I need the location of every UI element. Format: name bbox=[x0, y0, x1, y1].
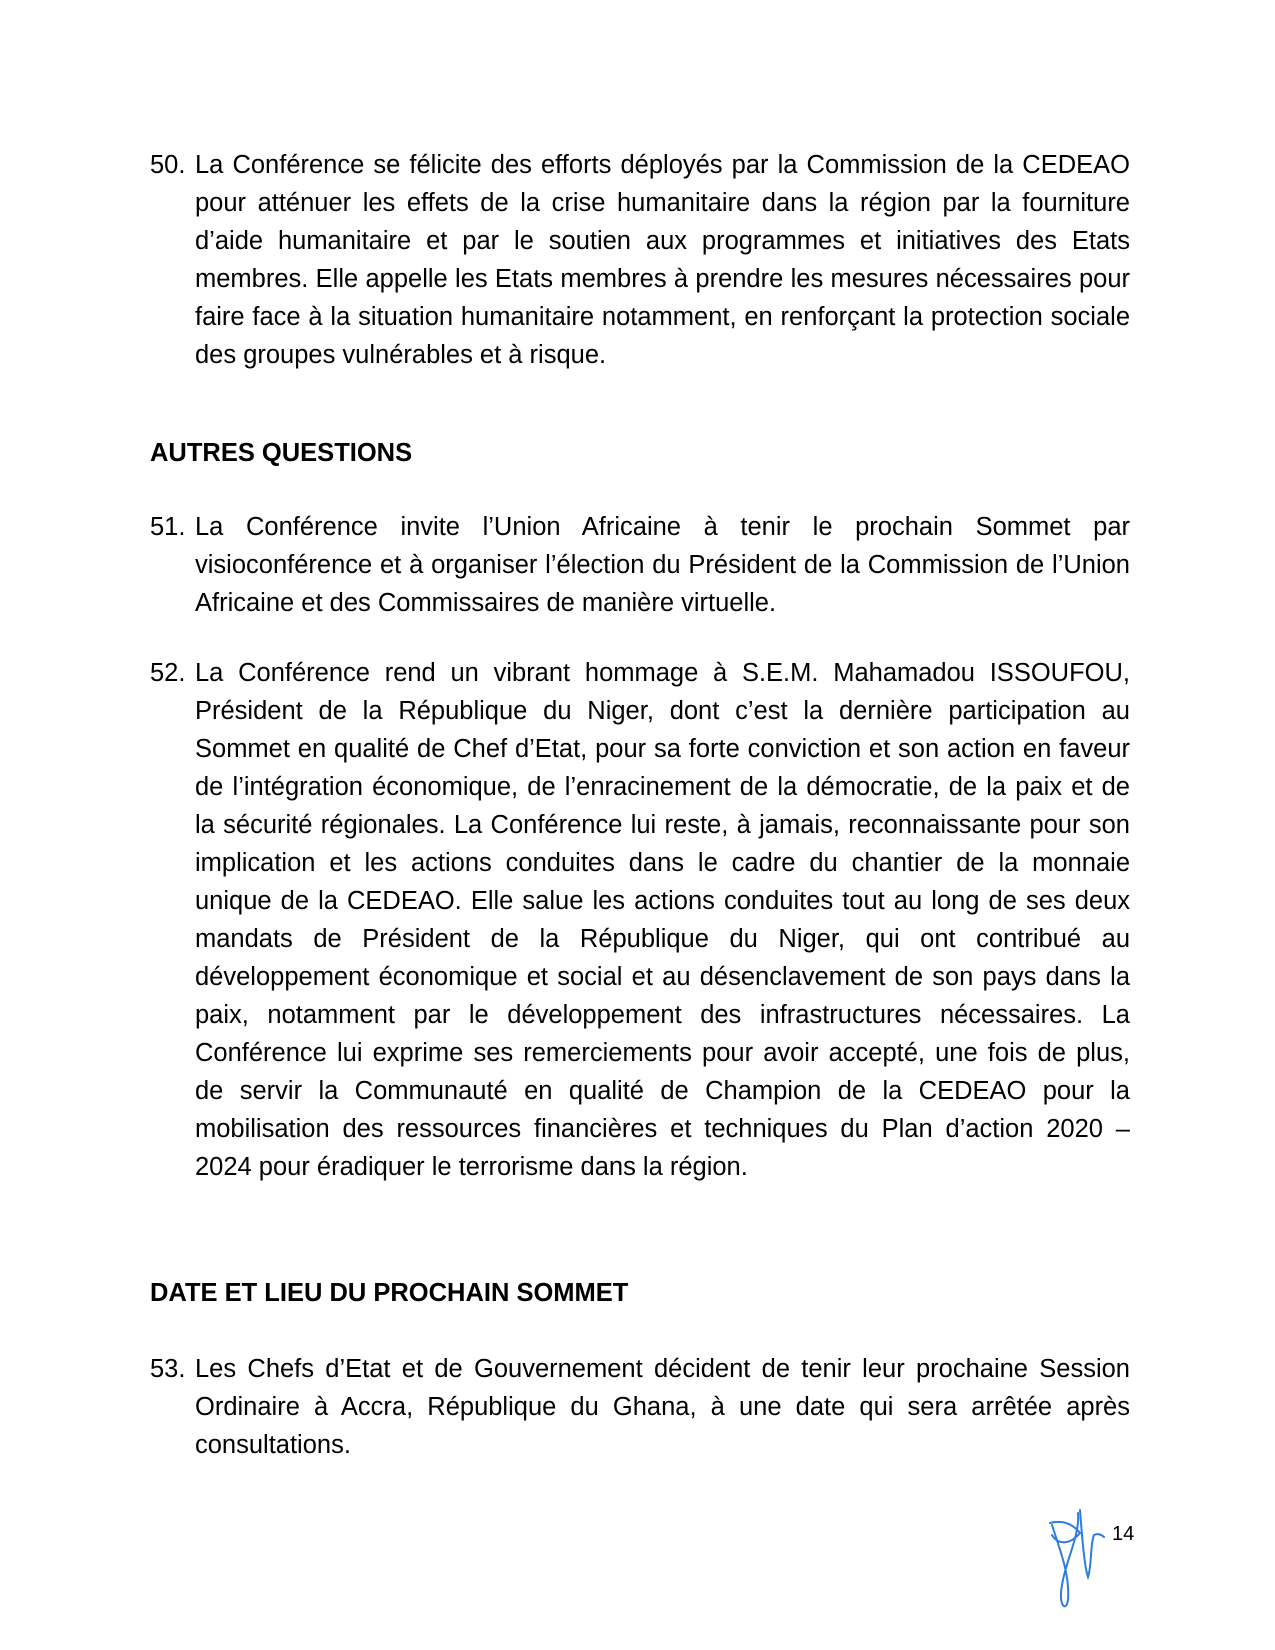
paragraph-52 bbox=[150, 654, 1130, 1186]
paragraph-text: La Conférence se félicite des efforts déployés par la Commission de la CEDEAO pour atténuer les effets de la crise humanitaire dans la région par la fourniture d’aide humanitaire et par le soutien aux programmes et initiatives des Etats membres. Elle appelle les Etats membres à prendre les mesures nécessaires pour faire face à la situation humanitaire notamment, en renforçant la protection sociale des groupes vulnérables et à risque. bbox=[195, 151, 1130, 369]
paragraph-number: 52. bbox=[150, 659, 186, 687]
paragraph-53 bbox=[150, 1350, 1130, 1464]
paragraph-number: 51. bbox=[150, 513, 186, 541]
page-number: 14 bbox=[1112, 1523, 1135, 1545]
handwritten-signature-icon bbox=[1040, 1505, 1110, 1610]
section-heading-autres-questions: AUTRES QUESTIONS bbox=[150, 439, 413, 467]
paragraph-text: Les Chefs d’Etat et de Gouvernement décident de tenir leur prochaine Session Ordinaire à Accra, République du Ghana, à une date qui sera arrêtée après consultations. bbox=[195, 1355, 1130, 1459]
paragraph-number: 53. bbox=[150, 1355, 186, 1383]
paragraph-text: La Conférence invite l’Union Africaine à tenir le prochain Sommet par visioconférence et à organiser l’élection du Président de la Commission de l’Union Africaine et des Commissaires de manière virtuelle. bbox=[195, 513, 1130, 617]
paragraph-51 bbox=[150, 508, 1130, 622]
section-heading-date-et-lieu: DATE ET LIEU DU PROCHAIN SOMMET bbox=[150, 1279, 629, 1307]
paragraph-number: 50. bbox=[150, 151, 186, 179]
paragraph-50 bbox=[150, 146, 1130, 374]
paragraph-text: La Conférence rend un vibrant hommage à S.E.M. Mahamadou ISSOUFOU, Président de la République du Niger, dont c’est la dernière participation au Sommet en qualité de Chef d’Etat, pour sa forte conviction et son action en faveur de l’intégration économique, de l’enracinement de la démocratie, de la paix et de la sécurité régionales. La Conférence lui reste, à jamais, reconnaissante pour son implication et les actions conduites dans le cadre du chantier de la monnaie unique de la CEDEAO. Elle salue les actions conduites tout au long de ses deux mandats de Président de la République du Niger, qui ont contribué au développement économique et social et au désenclavement de son pays dans la paix, notamment par le développement des infrastructures nécessaires. La Conférence lui exprime ses remerciements pour avoir accepté, une fois de plus, de servir la Communauté en qualité de Champion de la CEDEAO pour la mobilisation des ressources financières et techniques du Plan d’action 2020 – 2024 pour éradiquer le terrorisme dans la région. bbox=[195, 659, 1130, 1181]
